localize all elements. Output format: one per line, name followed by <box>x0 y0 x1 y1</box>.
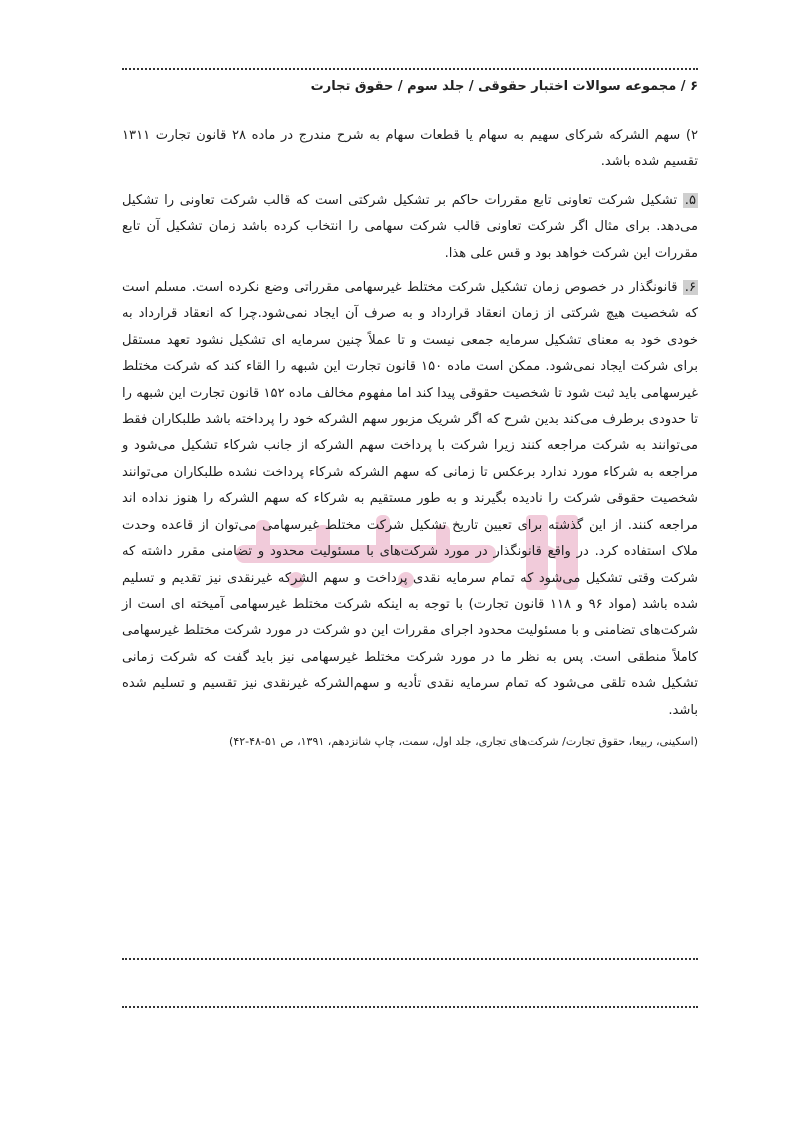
paragraph-2: ۲) سهم الشرکه شرکای سهیم به سهام یا قطعات سهام به شرح مندرج در ماده ۲۸ قانون تجارت ۱۳۱۱ تقسیم شده باشد. <box>122 128 699 170</box>
paragraph-6 <box>122 275 698 724</box>
paragraph-5-text: تشکیل شرکت تعاونی تابع مقررات حاکم بر تشکیل شرکتی است که قالب شرکت تعاونی را تشکیل می‌دهد. برای مثال اگر شرکت تعاونی قالب شرکت سهامی را انتخاب کرده باشد زمان تشکیل آن تابع مقررات این شرکت خواهد بود و قس علی هذا. <box>122 192 698 261</box>
paragraph-number-highlight: ۶. <box>684 280 696 296</box>
dotted-answer-line <box>122 1006 698 1008</box>
page-content <box>122 123 698 763</box>
page-header <box>122 68 698 94</box>
dotted-answer-line <box>122 958 698 960</box>
paragraph-number-highlight: ۵. <box>684 192 696 208</box>
header-title: ۶ / مجموعه سوالات اختبار حقوقی / جلد سوم / حقوق تجارت <box>310 79 698 94</box>
paragraph-6-text: قانونگذار در خصوص زمان تشکیل شرکت مختلط غیرسهامی مقرراتی وضع نکرده است. مسلم است که شخصیت هیچ شرکتی از زمان انعقاد قرارداد و به صرف آن ایجاد نمی‌شود.چرا که انعقاد قرارداد به خودی خود به معنای تشکیل سرمایه جمعی نیست و تا عملاً چنین سرمایه ای تشکیل نشود تعهد مستقل برای شرکت ایجاد نمی‌شود. ممکن است ماده ۱۵۰ قانون تجارت این شبهه را القاء کند که شرکت مختلط غیرسهامی باید ثبت شود تا شخصیت حقوقی پیدا کند اما مفهوم مخالف ماده ۱۵۲ قانون تجارت این شبهه را تا حدودی برطرف می‌کند بدین شرح که اگر شریک مزبور سهم الشرکه خود را پرداخته باشد طلبکاران فقط می‌توانند به شرکت مراجعه کنند زیرا شرکت با پرداخت سهم الشرکه از جانب شرکاء تشکیل می‌شود و مراجعه به شرکاء مورد ندارد برعکس تا زمانی که سهم الشرکه شرکاء پرداخت نشده طلبکاران می‌توانند شخصیت حقوقی شرکت را نادیده بگیرند و به طور مستقیم به شرکاء که سهم الشرکه را هنوز نداده اند مراجعه کنند. از این گذشته برای تعیین تاریخ تشکیل شرکت مختلط غیرسهامی می‌توان از قاعده وحدت ملاک استفاده کرد. در واقع قانونگذار در مورد شرکت‌های با مسئولیت محدود و تضامنی مقرر داشته که شرکت وقتی تشکیل می‌شود که تمام سرمایه نقدی پرداخت و سهم الشرکه غیرنقدی نیز تقدیم و تسلیم شده باشد (مواد ۹۶ و ۱۱۸ قانون تجارت) با توجه به اینکه شرکت مختلط غیرسهامی آمیخته ای است از شرکت‌های تضامنی و با مسئولیت محدود اجرای مقررات این دو شرکت در مورد شرکت مختلط غیرسهامی کاملاً منطقی است. پس به نظر ما در مورد شرکت مختلط غیرسهامی نیز باید گفت که شرکت زمانی تشکیل شده تلقی می‌شود که تمام سرمایه نقدی تأدیه و سهم‌الشرکه غیرنقدی نیز تقسیم و تسلیم شده باشد. <box>122 280 699 718</box>
citation: (اسکینی، ربیعا، حقوق تجارت/ شرکت‌های تجاری، جلد اول، سمت، چاپ شانزدهم، ۱۳۹۱، ص ۵۱-۴۸-۴۲) <box>229 734 698 748</box>
paragraph-5 <box>122 188 698 267</box>
